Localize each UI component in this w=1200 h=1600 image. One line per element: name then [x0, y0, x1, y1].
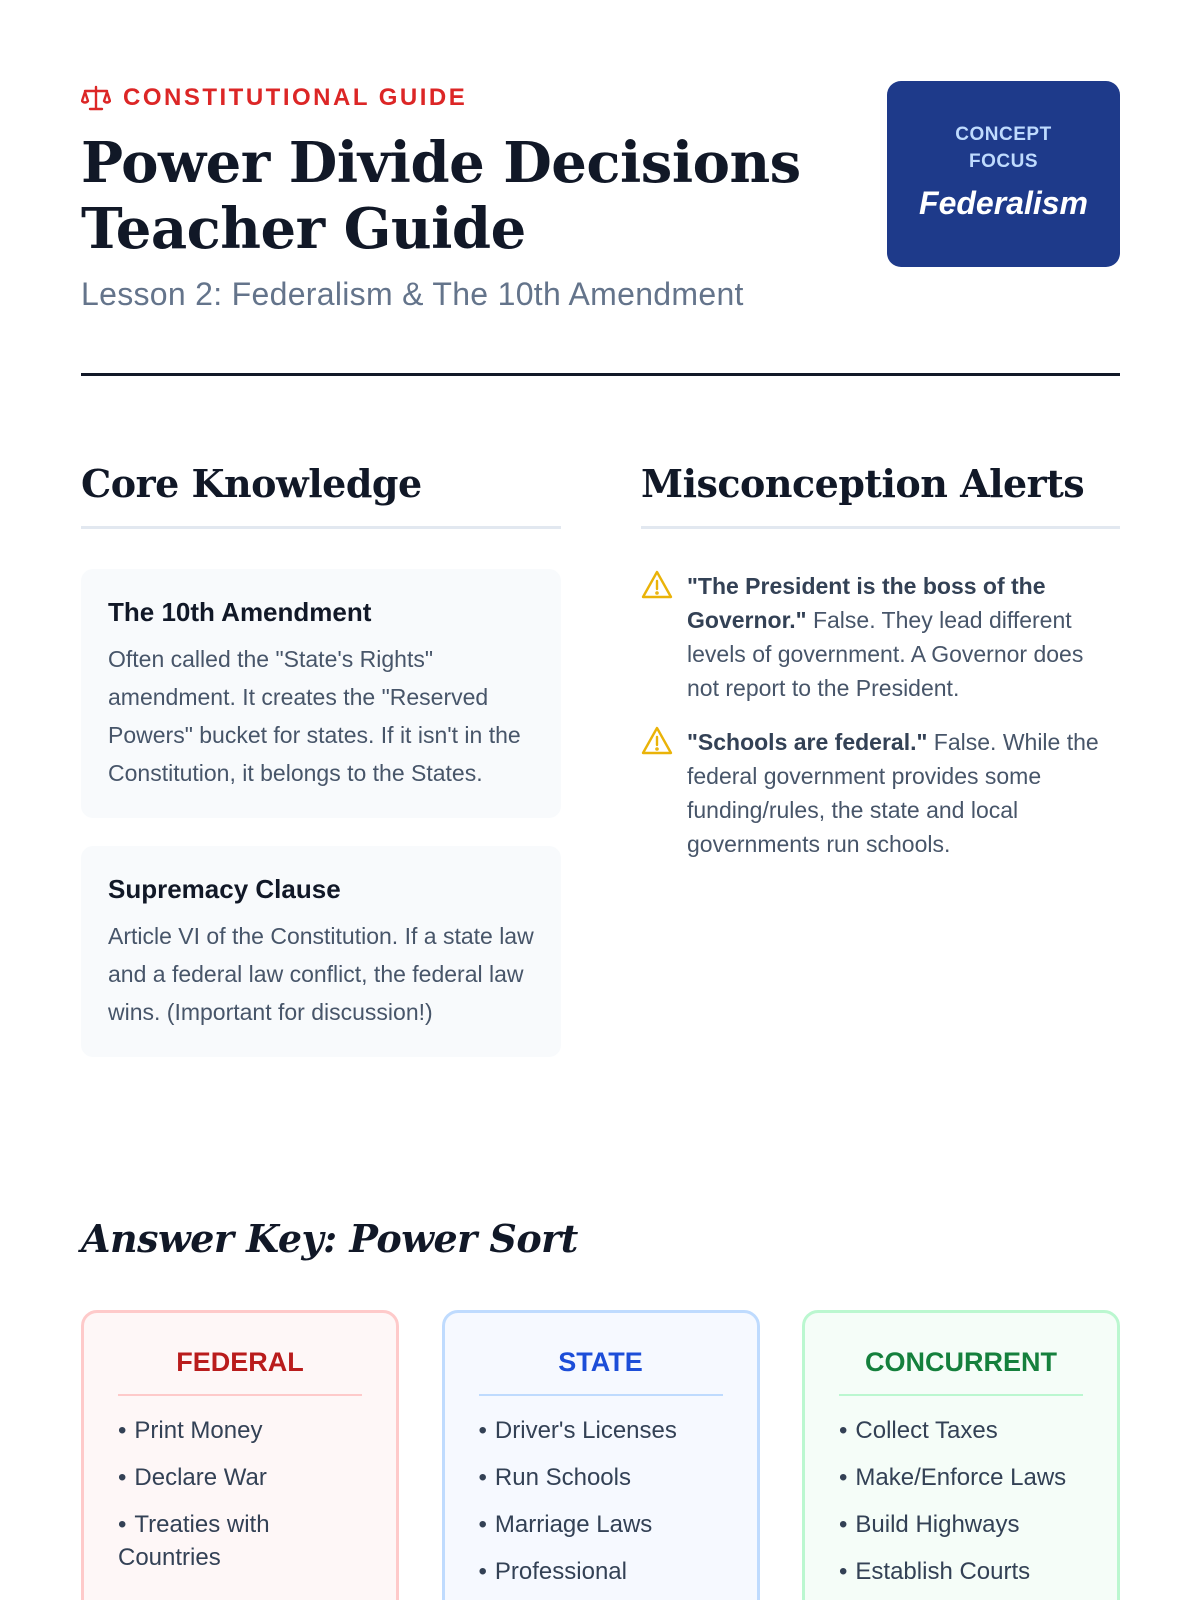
knowledge-card-body: Article VI of the Constitution. If a state law and a federal law conflict, the federal law wins. (Important for discussion!)	[108, 923, 534, 1025]
concept-focus-card	[887, 81, 1120, 267]
header-divider	[81, 373, 1120, 376]
guide-header	[81, 78, 1120, 378]
list-item: • Driver's Licenses	[479, 1414, 723, 1447]
list-item: • Build Highways	[839, 1508, 1083, 1541]
page-subtitle: Lesson 2: Federalism & The 10th Amendment	[81, 276, 744, 312]
misconception-explanation: False. They lead different levels of government. A Governor does not report to the President.	[687, 607, 1084, 701]
knowledge-card-supremacy-clause	[81, 846, 561, 1057]
power-sort-answer-key	[81, 1310, 1120, 1600]
core-knowledge-section	[81, 458, 561, 1057]
warning-icon	[641, 569, 673, 601]
concept-focus-label: CONCEPT FOCUS	[955, 124, 1052, 172]
knowledge-card-10th-amendment	[81, 569, 561, 818]
misconception-alert	[641, 569, 1120, 705]
list-item: • Establish Courts	[839, 1555, 1083, 1588]
state-heading: STATE	[479, 1347, 723, 1396]
federal-heading: FEDERAL	[118, 1347, 362, 1396]
list-item: • Declare War	[118, 1461, 362, 1494]
federal-power-list	[118, 1414, 362, 1574]
concurrent-power-list	[839, 1414, 1083, 1588]
misconception-alerts-title: Misconception Alerts	[641, 458, 1120, 529]
teacher-guide-page	[81, 0, 1120, 1600]
misconception-alerts-section	[641, 458, 1120, 861]
warning-icon	[641, 725, 673, 757]
list-item: • Make/Enforce Laws	[839, 1461, 1083, 1494]
knowledge-card-body: Often called the "State's Rights" amendment. It creates the "Reserved Powers" bucket for states. If it isn't in the Constitution, it belongs to the States.	[108, 646, 521, 786]
misconception-alert	[641, 725, 1120, 861]
eyebrow-label: CONSTITUTIONAL GUIDE	[123, 84, 468, 111]
misconception-explanation: False. While the federal government provides some funding/rules, the state and local governments run schools.	[687, 729, 1099, 857]
concurrent-column	[802, 1310, 1120, 1600]
list-item: • Professional	[479, 1555, 723, 1588]
concurrent-heading: CONCURRENT	[839, 1347, 1083, 1396]
list-item: • Marriage Laws	[479, 1508, 723, 1541]
list-item: • Collect Taxes	[839, 1414, 1083, 1447]
eyebrow	[81, 84, 467, 112]
knowledge-card-title: Supremacy Clause	[108, 874, 341, 904]
concept-focus-value: Federalism	[919, 185, 1088, 221]
misconception-claim: "The President is the boss of the Governor."	[687, 573, 1046, 633]
state-power-list	[479, 1414, 723, 1588]
list-item: • Treaties with Countries	[118, 1508, 362, 1574]
misconception-text	[687, 725, 1120, 861]
federal-column	[81, 1310, 399, 1600]
scales-icon	[81, 85, 111, 111]
answer-key-title: Answer Key: Power Sort	[81, 1216, 578, 1261]
misconception-claim: "Schools are federal."	[687, 729, 928, 755]
page-title: Power Divide Decisions Teacher Guide	[81, 130, 801, 262]
list-item: • Run Schools	[479, 1461, 723, 1494]
state-column	[442, 1310, 760, 1600]
core-knowledge-title: Core Knowledge	[81, 458, 561, 529]
list-item: • Print Money	[118, 1414, 362, 1447]
misconception-text	[687, 569, 1120, 705]
knowledge-card-title: The 10th Amendment	[108, 597, 372, 627]
